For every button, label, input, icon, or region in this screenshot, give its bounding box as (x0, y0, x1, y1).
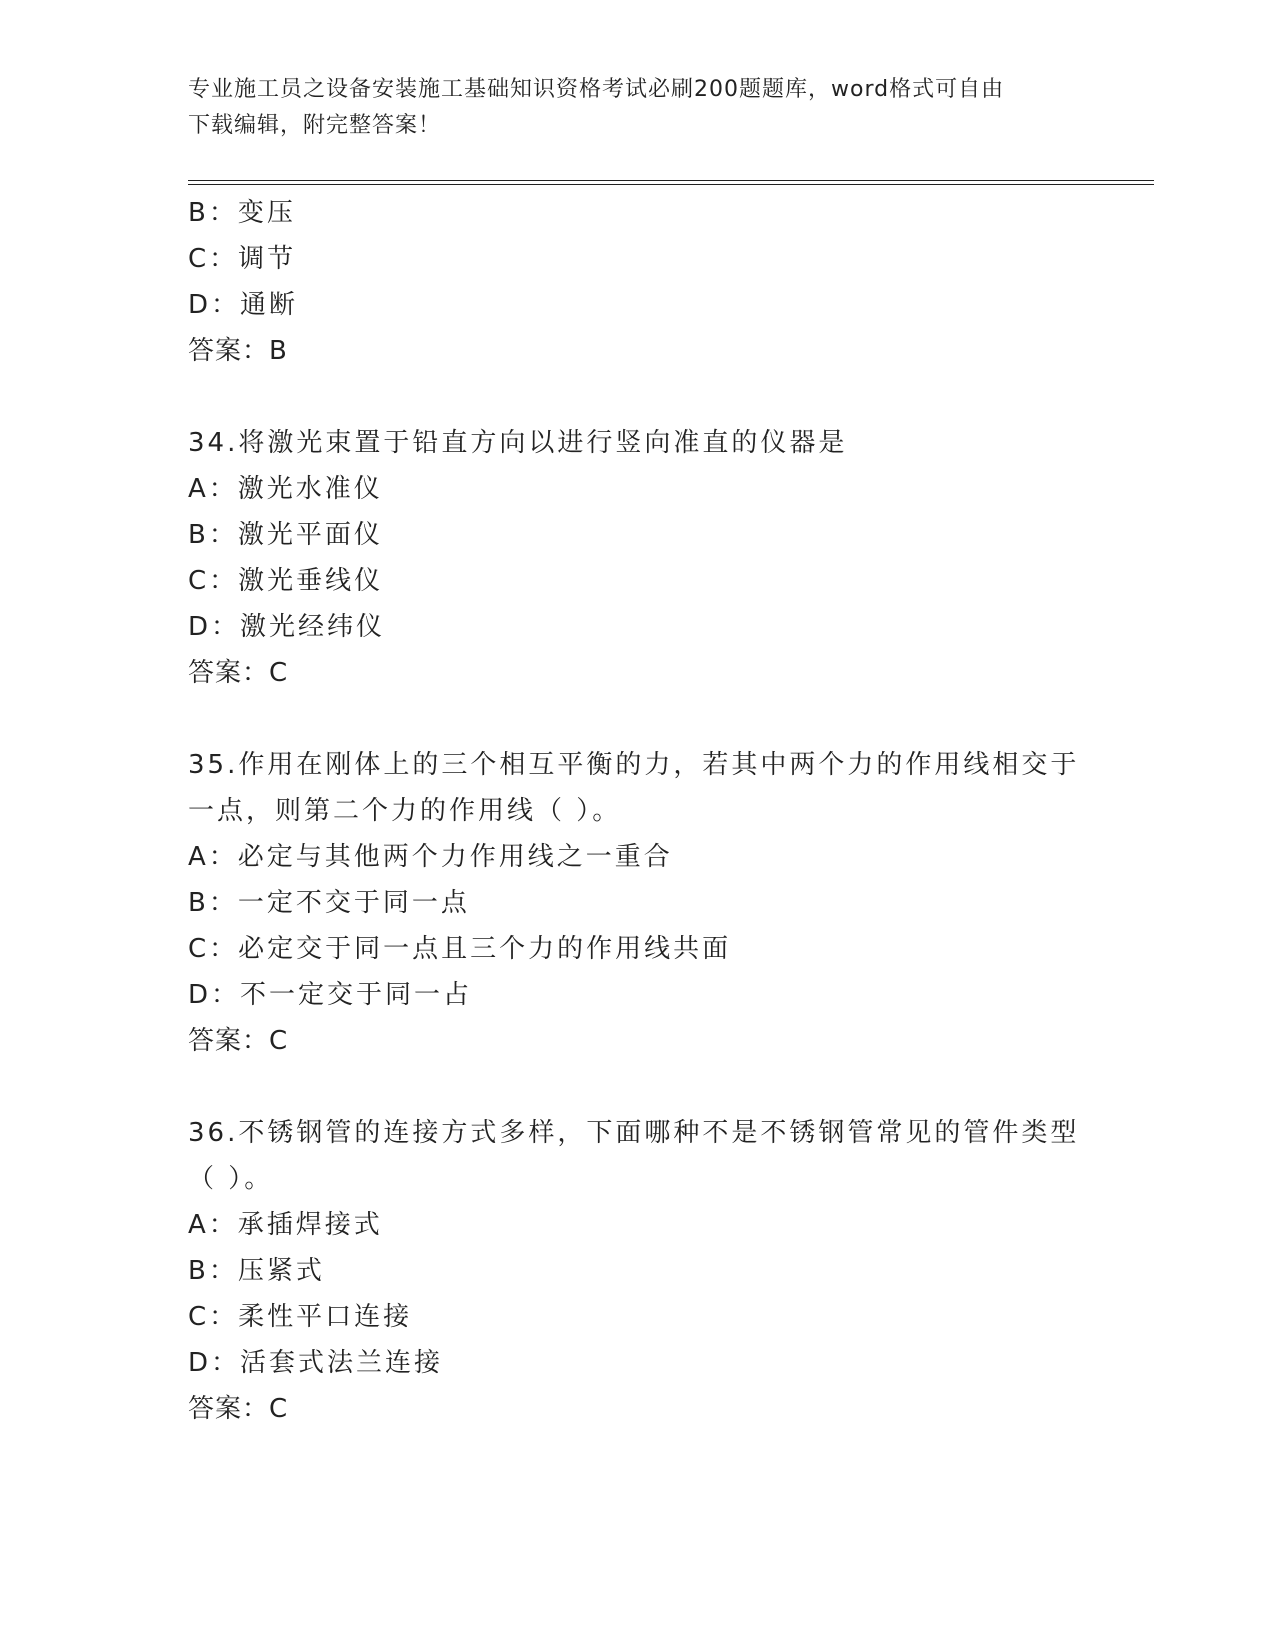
question-stem: 36.不锈钢管的连接方式多样，下面哪种不是不锈钢管常见的管件类型 (188, 1118, 1080, 1148)
option-d: D：通断 (188, 290, 299, 320)
header-divider-second (188, 184, 1154, 185)
answer-line: 答案：C (188, 1026, 289, 1056)
header-line-1: 专业施工员之设备安装施工基础知识资格考试必刷200题题库，word格式可自由 (188, 77, 1005, 102)
spacer (188, 374, 1088, 420)
header-line-2: 下载编辑，附完整答案！ (188, 113, 442, 138)
question-block-34 (188, 420, 1088, 696)
option-c: C：必定交于同一点且三个力的作用线共面 (188, 934, 732, 964)
option-a: A：承插焊接式 (188, 1210, 383, 1240)
option-a: A：必定与其他两个力作用线之一重合 (188, 842, 673, 872)
option-b: B：一定不交于同一点 (188, 888, 470, 918)
spacer (188, 696, 1088, 742)
option-d: D：活套式法兰连接 (188, 1348, 444, 1378)
option-c: C：柔性平口连接 (188, 1302, 413, 1332)
header-divider (188, 180, 1154, 181)
question-stem-continued: （ ）。 (188, 1164, 274, 1194)
prev-question-block (188, 190, 1088, 374)
question-block-36 (188, 1110, 1088, 1432)
option-d: D：激光经纬仪 (188, 612, 386, 642)
answer-line: 答案：C (188, 658, 289, 688)
option-a: A：激光水准仪 (188, 474, 383, 504)
question-list (188, 190, 1088, 1432)
answer-line: 答案：C (188, 1394, 289, 1424)
option-d: D：不一定交于同一占 (188, 980, 473, 1010)
option-c: C：调节 (188, 244, 297, 274)
spacer (188, 1064, 1088, 1110)
answer-line: 答案：B (188, 336, 288, 366)
option-b: B：变压 (188, 198, 296, 228)
option-b: B：激光平面仪 (188, 520, 383, 550)
option-c: C：激光垂线仪 (188, 566, 384, 596)
question-block-35 (188, 742, 1088, 1064)
option-b: B：压紧式 (188, 1256, 325, 1286)
question-stem: 34.将激光束置于铅直方向以进行竖向准直的仪器是 (188, 428, 848, 458)
question-stem-continued: 一点，则第二个力的作用线（ ）。 (188, 796, 622, 826)
question-stem: 35.作用在刚体上的三个相互平衡的力，若其中两个力的作用线相交于 (188, 750, 1080, 780)
document-header (188, 72, 1088, 144)
